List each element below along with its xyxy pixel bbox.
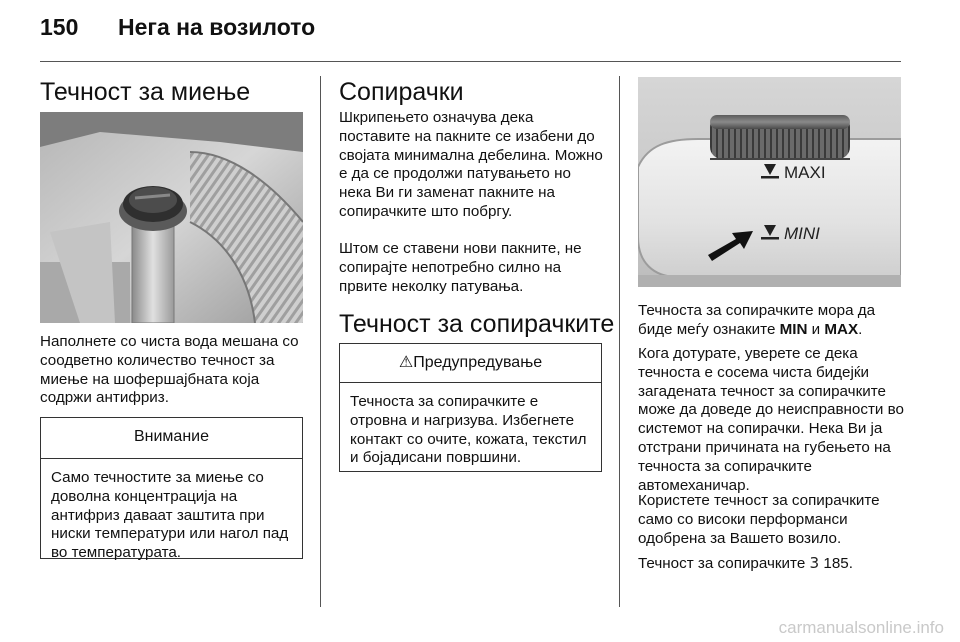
notice-box — [40, 417, 303, 562]
warning-header — [340, 344, 601, 383]
reference-symbol-icon: 3 — [809, 554, 820, 572]
min-mark: MIN — [779, 320, 808, 338]
column-divider-left — [320, 76, 321, 607]
reference-page: 185. — [819, 555, 853, 572]
maxi-label: MAXI — [784, 163, 826, 182]
section-title: Нега на возилото — [118, 14, 316, 40]
warning-title: Предупредување — [413, 354, 543, 371]
brakes-text-2: Штом се ставени нови пакните, не сопирајте непотребно силно на првите неколку патувања. — [339, 240, 582, 295]
brake-reservoir-photo — [638, 77, 901, 287]
warning-box — [339, 343, 602, 472]
header-divider — [40, 61, 901, 62]
notice-title: Внимание — [41, 418, 302, 459]
brake-fluid-level-text — [638, 302, 906, 340]
washer-reservoir-photo — [40, 112, 303, 323]
brakes-heading: Сопирачки — [339, 78, 464, 106]
washer-fluid-text: Наполнете со чиста вода мешана со соодветно количество течност за миење на шофершајбната која содржи антифриз. — [40, 333, 299, 407]
brakes-text-1: Шкрипењето означува дека поставите на пакните се изабени до својата минимална дебелина. Можно е да се продолжи патувањето но нека Ви ги заменат пакните на сопирачките што побргу. — [339, 109, 603, 220]
page-number: 150 — [40, 14, 79, 40]
level-text-start: Течноста за сопирачките мора да биде меѓу ознаките — [638, 302, 876, 338]
warning-body: Течноста за сопирачките е отровна и нагризува. Избегнете контакт со очите, кожата, текстил и бојадисани површини. — [350, 393, 587, 467]
brake-fluid-topping-text: Кога дотурате, уверете се дека течноста е сосема чиста бидејќи загадената течност за сопирачките може да доведе до неисправности во системот на сопирачки. Нека Ви ја отстрани причината на губењето на течноста за сопирачките автомеханичар. — [638, 345, 904, 494]
and-word: и — [807, 320, 825, 338]
period: . — [858, 320, 863, 338]
watermark: carmanualsonline.info — [778, 618, 944, 637]
mini-label: MINI — [784, 224, 820, 243]
column-divider-right — [619, 76, 620, 607]
warning-triangle-icon: ⚠ — [398, 354, 414, 371]
notice-body: Само течностите за миење со доволна концентрација на антифриз даваат заштита при ниски температури или нагол пад во температурата. — [51, 469, 289, 562]
brake-fluid-quality-text: Користете течност за сопирачките само со високи перформанси одобрена за Вашето возило. — [638, 492, 880, 547]
washer-fluid-heading: Течност за миење — [40, 78, 251, 106]
max-mark: MAX — [824, 320, 859, 338]
brake-fluid-reference — [638, 554, 904, 574]
reference-text: Течност за сопирачките — [638, 555, 810, 572]
brake-fluid-heading: Течност за сопирачките — [339, 310, 615, 338]
